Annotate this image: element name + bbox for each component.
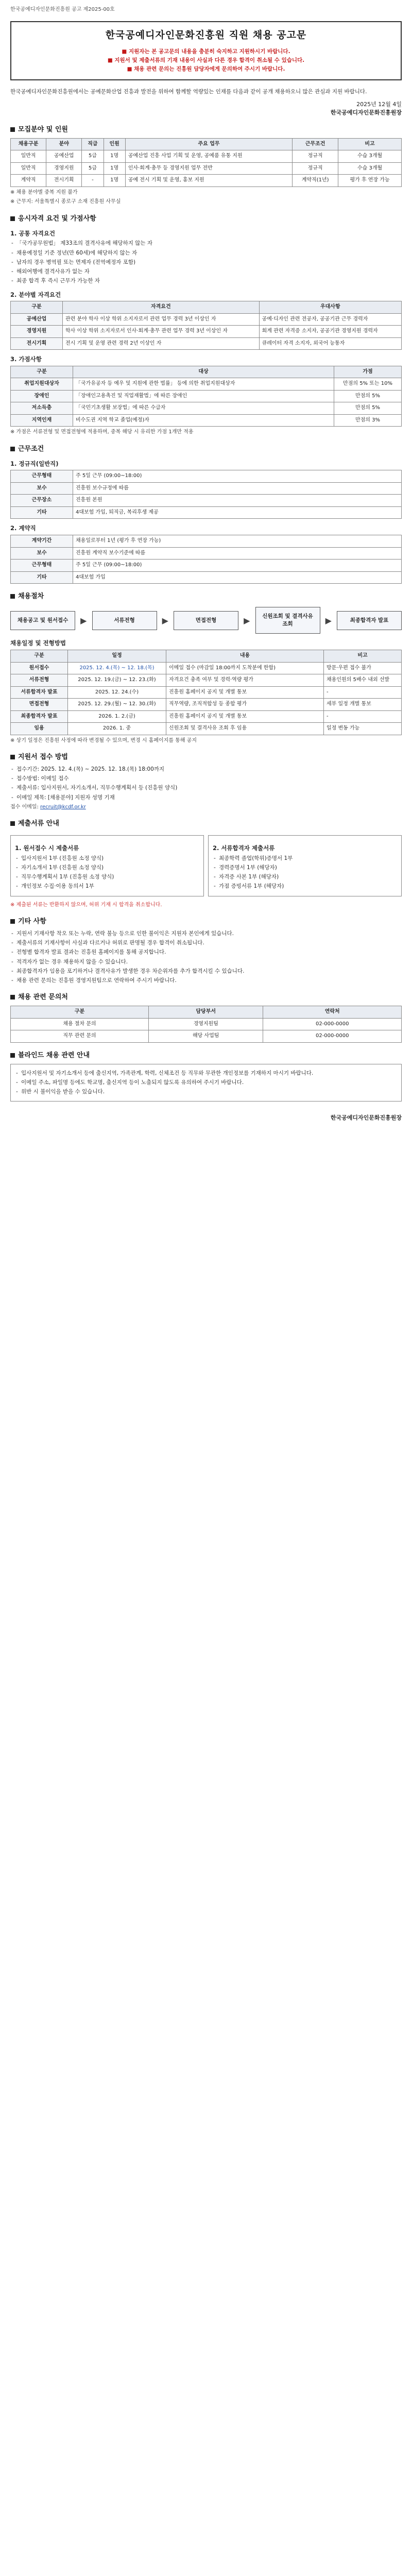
table-cell: 2025. 12. 4.(목) ~ 12. 18.(목) — [68, 662, 166, 674]
table-row — [11, 482, 402, 495]
table-row — [11, 175, 402, 187]
list-item: - 채용 관련 문의는 진흥원 경영지원팀으로 연락하여 주시기 바랍니다. — [10, 977, 402, 985]
table-row — [11, 313, 402, 326]
table-header: 인원 — [104, 138, 125, 150]
section-heading: 응시자격 요건 및 가점사항 — [10, 214, 402, 224]
table-row — [11, 150, 402, 163]
table-note: ※ 상기 일정은 진흥원 사정에 따라 변경될 수 있으며, 변경 시 홈페이지를 통해 공지 — [10, 737, 197, 743]
table-row — [11, 495, 402, 507]
table-cell: 보수 — [11, 547, 73, 560]
table-cell: 「국민기초생활 보장법」에 따른 수급자 — [73, 402, 334, 415]
table-cell: 2025. 12. 29.(월) ~ 12. 30.(화) — [68, 699, 166, 711]
table-cell: - — [324, 710, 402, 723]
table-cell: 만점의 5% — [334, 390, 402, 402]
schedule-table — [10, 650, 402, 735]
table-row — [11, 535, 402, 548]
table-cell: 근무형태 — [11, 470, 73, 483]
table-cell: 만점의 5% 또는 10% — [334, 378, 402, 391]
table-cell: 전시기획 — [46, 175, 82, 187]
table-row — [11, 470, 402, 483]
table-cell: 경영지원팀 — [149, 1018, 263, 1030]
document-number: 한국공예디자인문화진흥원 공고 제2025-00호 — [10, 7, 115, 12]
table-cell: 진흥원 홈페이지 공지 및 개별 통보 — [166, 686, 324, 699]
section-heading: 제출서류 안내 — [10, 819, 402, 829]
table-row — [11, 337, 402, 350]
table-cell: 주 5일 근무 (09:00~18:00) — [73, 470, 402, 483]
table-cell: 2025. 12. 19.(금) ~ 12. 23.(화) — [68, 674, 166, 687]
documents-box — [208, 835, 402, 896]
notice-line: ■ 채용 관련 문의는 진흥원 담당자에게 문의하여 주시기 바랍니다. — [127, 65, 285, 72]
table-row — [11, 686, 402, 699]
table-cell: 전시기획 — [11, 337, 63, 350]
list-item: - 제출서류의 기재사항이 사실과 다르거나 허위로 판명될 경우 합격이 취소됩니다. — [10, 939, 402, 947]
table-cell: 평가 후 연장 가능 — [338, 175, 402, 187]
list-item: - 채용예정일 기준 정년(만 60세)에 해당하지 않는 자 — [10, 249, 402, 257]
table-row — [11, 402, 402, 415]
section-heading: 채용 관련 문의처 — [10, 993, 402, 1003]
table-cell: 방문·우편 접수 불가 — [324, 662, 402, 674]
subsection-heading: 2. 분야별 자격요건 — [10, 291, 61, 298]
list-item: - 입사지원서 1부 (진흥원 소정 양식) — [15, 855, 199, 862]
arrow-right-icon: ▶ — [244, 615, 250, 625]
table-cell: 2026. 1. 2.(금) — [68, 710, 166, 723]
table-header: 가점 — [334, 366, 402, 378]
table-cell: 02-000-0000 — [263, 1018, 402, 1030]
square-bullet-icon — [10, 995, 15, 999]
list-item: - 접수기간: 2025. 12. 4.(목) ~ 2025. 12. 18.(목) 18:00까지 — [10, 766, 402, 773]
section-heading: 채용절차 — [10, 592, 402, 602]
flow-step: 면접전형 — [174, 611, 238, 630]
subsection-heading: 1. 원서접수 시 제출서류 — [15, 844, 79, 852]
table-cell: 일정 변동 가능 — [324, 723, 402, 735]
documents-columns — [10, 832, 402, 900]
table-row — [11, 710, 402, 723]
table-cell: 「국가유공자 등 예우 및 지원에 관한 법률」 등에 의한 취업지원대상자 — [73, 378, 334, 391]
table-cell: 1명 — [104, 175, 125, 187]
list-item: - 접수방법: 이메일 접수 — [10, 775, 402, 783]
table-row — [11, 571, 402, 584]
table-cell: 직무역량, 조직적합성 등 종합 평가 — [166, 699, 324, 711]
flow-step: 최종합격자 발표 — [337, 611, 402, 630]
table-cell: 채용 절차 문의 — [11, 1018, 149, 1030]
list-item: - 이메일 제목: [채용분야] 지원자 성명 기재 — [10, 794, 402, 802]
square-bullet-icon — [10, 919, 15, 924]
blind-hiring-box — [10, 1064, 402, 1102]
table-header: 비고 — [338, 138, 402, 150]
table-cell: 전시 기획 및 운영 관련 경력 2년 이상인 자 — [63, 337, 260, 350]
documents-list — [15, 855, 199, 891]
square-bullet-icon — [10, 216, 15, 221]
table-header: 비고 — [324, 650, 402, 663]
page-title: 한국공예디자인문화진흥원 직원 채용 공고문 — [105, 29, 307, 41]
list-item: - 「국가공무원법」 제33조의 결격사유에 해당하지 않는 자 — [10, 240, 402, 247]
table-cell: 진흥원 홈페이지 공지 및 개별 통보 — [166, 710, 324, 723]
table-header-row — [11, 1006, 402, 1019]
table-cell: 공예산업 — [46, 150, 82, 163]
notice-line: ■ 지원자는 본 공고문의 내용을 충분히 숙지하고 지원하시기 바랍니다. — [122, 48, 290, 55]
table-cell: 경영지원 — [11, 326, 63, 338]
table-row — [11, 390, 402, 402]
subsection-heading: 채용일정 및 전형방법 — [10, 639, 66, 647]
table-cell: 서류전형 — [11, 674, 68, 687]
table-row — [11, 414, 402, 427]
list-item: - 해외여행에 결격사유가 없는 자 — [10, 268, 402, 276]
table-row — [11, 378, 402, 391]
table-cell: 채용인원의 5배수 내외 선발 — [324, 674, 402, 687]
table-cell: 이메일 접수 (마감일 18:00까지 도착분에 한함) — [166, 662, 324, 674]
table-cell: - — [324, 686, 402, 699]
table-cell: 「장애인고용촉진 및 직업재활법」에 따른 장애인 — [73, 390, 334, 402]
table-cell: 일반직 — [11, 162, 46, 175]
table-cell: 공예산업 — [11, 313, 63, 326]
table-header: 구분 — [11, 366, 73, 378]
documents-note: ※ 제출된 서류는 반환하지 않으며, 허위 기재 시 합격을 취소합니다. — [10, 902, 162, 908]
table-cell: 계약직 — [11, 175, 46, 187]
table-header-row — [11, 138, 402, 150]
table-header: 우대사항 — [259, 301, 401, 314]
table-cell: 근무장소 — [11, 495, 73, 507]
notice-block — [16, 47, 396, 73]
table-cell: 2025. 12. 24.(수) — [68, 686, 166, 699]
misc-list — [10, 930, 402, 985]
field-requirements-table — [10, 301, 402, 350]
table-cell: 해당 사업팀 — [149, 1030, 263, 1043]
table-row — [11, 547, 402, 560]
table-cell: 공예산업 진흥 사업 기획 및 운영, 공예품 유통 지원 — [125, 150, 292, 163]
square-bullet-icon — [10, 594, 15, 599]
table-header: 분야 — [46, 138, 82, 150]
documents-box — [10, 835, 204, 896]
table-cell: 정규직 — [293, 150, 338, 163]
square-bullet-icon — [10, 1053, 15, 1058]
table-cell: - — [82, 175, 104, 187]
table-cell: 신원조회 및 결격사유 조회 후 임용 — [166, 723, 324, 735]
list-item: - 가점 증빙서류 1부 (해당자) — [213, 883, 397, 890]
flow-step: 신원조회 및 결격사유 조회 — [255, 607, 320, 634]
email-line — [10, 804, 402, 811]
footer-org: 한국공예디자인문화진흥원장 — [330, 1114, 402, 1122]
table-header: 대상 — [73, 366, 334, 378]
table-header: 담당부서 — [149, 1006, 263, 1019]
table-cell: 진흥원 계약직 보수기준에 따름 — [73, 547, 402, 560]
table-cell: 기타 — [11, 571, 73, 584]
table-cell: 장애인 — [11, 390, 73, 402]
flow-step: 서류전형 — [92, 611, 157, 630]
application-method-list — [10, 766, 402, 802]
title-box — [10, 21, 402, 81]
section-heading: 지원서 접수 방법 — [10, 753, 402, 762]
table-header: 내용 — [166, 650, 324, 663]
table-cell: 정규직 — [293, 162, 338, 175]
table-cell: 수습 3개월 — [338, 162, 402, 175]
table-cell: 채용일로부터 1년 (평가 후 연장 가능) — [73, 535, 402, 548]
blind-hiring-list — [15, 1070, 397, 1096]
list-item: - 자격증 사본 1부 (해당자) — [213, 873, 397, 881]
bonus-points-table — [10, 366, 402, 427]
subsection-heading: 2. 서류합격자 제출서류 — [213, 844, 275, 852]
table-cell: 직무 관련 문의 — [11, 1030, 149, 1043]
table-cell: 02-000-0000 — [263, 1030, 402, 1043]
table-cell: 보수 — [11, 482, 73, 495]
issue-date: 2025년 12월 4일 — [356, 101, 402, 108]
table-cell: 관련 분야 학사 이상 학위 소지자로서 관련 업무 경력 3년 이상인 자 — [63, 313, 260, 326]
table-cell: 계약직(1년) — [293, 175, 338, 187]
table-cell: 만점의 3% — [334, 414, 402, 427]
table-cell: 큐레이터 자격 소지자, 외국어 능통자 — [259, 337, 401, 350]
section-heading: 근무조건 — [10, 445, 402, 454]
table-cell: 기타 — [11, 506, 73, 519]
conditions-table-contract — [10, 535, 402, 584]
square-bullet-icon — [10, 447, 15, 451]
table-header: 주요 업무 — [125, 138, 292, 150]
common-requirements-list — [10, 240, 402, 285]
email-label: 접수 이메일: — [10, 804, 39, 810]
list-item: - 자기소개서 1부 (진흥원 소정 양식) — [15, 864, 199, 872]
table-header: 자격요건 — [63, 301, 260, 314]
section-heading: 기타 사항 — [10, 917, 402, 927]
table-cell: 면접전형 — [11, 699, 68, 711]
table-cell: 만점의 5% — [334, 402, 402, 415]
arrow-right-icon: ▶ — [80, 615, 87, 625]
table-cell: 수습 3개월 — [338, 150, 402, 163]
contact-table — [10, 1006, 402, 1043]
table-row — [11, 560, 402, 572]
list-item: - 제출서류: 입사지원서, 자기소개서, 직무수행계획서 등 (진흥원 양식) — [10, 784, 402, 792]
table-cell: 일반직 — [11, 150, 46, 163]
email-link[interactable]: recruit@kcdf.or.kr — [40, 804, 86, 810]
subsection-heading: 2. 계약직 — [10, 524, 36, 532]
recruit-table — [10, 138, 402, 187]
table-row — [11, 506, 402, 519]
table-cell: 경영지원 — [46, 162, 82, 175]
table-cell: 공예 전시 기획 및 운영, 홍보 지원 — [125, 175, 292, 187]
table-row — [11, 723, 402, 735]
subsection-heading: 1. 정규직(일반직) — [10, 460, 59, 467]
list-item: - 직무수행계획서 1부 (진흥원 소정 양식) — [15, 873, 199, 881]
notice-line: ■ 지원서 및 제출서류의 기재 내용이 사실과 다른 경우 합격이 취소될 수 있습니다. — [107, 57, 305, 63]
table-cell: 학사 이상 학위 소지자로서 인사·회계·총무 관련 업무 경력 3년 이상인 자 — [63, 326, 260, 338]
table-row — [11, 674, 402, 687]
table-header-row — [11, 366, 402, 378]
table-header: 직급 — [82, 138, 104, 150]
table-note: ※ 채용 분야별 중복 지원 불가 — [10, 189, 78, 195]
table-cell: 지역인재 — [11, 414, 73, 427]
table-row — [11, 326, 402, 338]
list-item: - 지원서 기재사항 착오 또는 누락, 연락 불능 등으로 인한 불이익은 지원자 본인에게 있습니다. — [10, 930, 402, 938]
table-cell: 자격요건 충족 여부 및 경력·역량 평가 — [166, 674, 324, 687]
arrow-right-icon: ▶ — [325, 615, 332, 625]
documents-list — [213, 855, 397, 891]
table-cell: 저소득층 — [11, 402, 73, 415]
square-bullet-icon — [10, 127, 15, 132]
table-cell: 최종합격자 발표 — [11, 710, 68, 723]
section-heading: 블라인드 채용 관련 안내 — [10, 1051, 402, 1061]
table-note: ※ 근무지: 서울특별시 종로구 소재 진흥원 사무실 — [10, 199, 121, 205]
table-cell: 비수도권 지역 학교 졸업(예정)자 — [73, 414, 334, 427]
table-cell: 취업지원대상자 — [11, 378, 73, 391]
table-row — [11, 662, 402, 674]
table-cell: 2026. 1. 중 — [68, 723, 166, 735]
table-cell: 공예·디자인 관련 전공자, 공공기관 근무 경력자 — [259, 313, 401, 326]
table-header: 연락처 — [263, 1006, 402, 1019]
table-header: 일정 — [68, 650, 166, 663]
issuer-block — [10, 100, 402, 117]
table-header: 구분 — [11, 1006, 149, 1019]
list-item: - 적격자가 없는 경우 채용하지 않을 수 있습니다. — [10, 958, 402, 966]
list-item: - 전형별 합격자 발표 결과는 진흥원 홈페이지를 통해 공지합니다. — [10, 948, 402, 956]
table-row — [11, 699, 402, 711]
table-header-row — [11, 650, 402, 663]
flow-step: 채용공고 및 원서접수 — [10, 611, 75, 630]
table-cell: 회계 관련 자격증 소지자, 공공기관 경영지원 경력자 — [259, 326, 401, 338]
table-row — [11, 1030, 402, 1043]
table-cell: 진흥원 보수규정에 따름 — [73, 482, 402, 495]
intro-paragraph: 한국공예디자인문화진흥원에서는 공예문화산업 진흥과 발전을 위하여 함께할 역량있는 인재를 다음과 같이 공개 채용하오니 많은 관심과 지원 바랍니다. — [10, 89, 367, 95]
list-item: - 최종합격자가 임용을 포기하거나 결격사유가 발생한 경우 차순위자를 추가 합격시킬 수 있습니다. — [10, 968, 402, 975]
table-cell: 4대보험 가입 — [73, 571, 402, 584]
table-cell: 주 5일 근무 (09:00~18:00) — [73, 560, 402, 572]
table-header: 구분 — [11, 650, 68, 663]
table-cell: 1명 — [104, 162, 125, 175]
table-cell: 서류합격자 발표 — [11, 686, 68, 699]
list-item: - 이메일 주소, 파일명 등에도 학교명, 출신지역 등이 노출되지 않도록 유의하여 주시기 바랍니다. — [15, 1079, 397, 1087]
square-bullet-icon — [10, 755, 15, 759]
list-item: - 입사지원서 및 자기소개서 등에 출신지역, 가족관계, 학력, 신체조건 등 직무와 무관한 개인정보를 기재하지 마시기 바랍니다. — [15, 1070, 397, 1077]
list-item: - 남자의 경우 병역필 또는 면제자 (전역예정자 포함) — [10, 259, 402, 266]
table-header-row — [11, 301, 402, 314]
table-cell: 근무형태 — [11, 560, 73, 572]
subsection-heading: 3. 가점사항 — [10, 355, 42, 363]
table-cell: 4대보험 가입, 퇴직금, 복리후생 제공 — [73, 506, 402, 519]
table-cell: 1명 — [104, 150, 125, 163]
table-note: ※ 가점은 서류전형 및 면접전형에 적용하며, 중복 해당 시 유리한 가점 1개만 적용 — [10, 429, 194, 435]
table-cell: 5급 — [82, 162, 104, 175]
list-item: - 최종학력 졸업(학위)증명서 1부 — [213, 855, 397, 862]
conditions-table-regular — [10, 470, 402, 519]
table-cell: 계약기간 — [11, 535, 73, 548]
table-cell: 인사·회계·총무 등 경영지원 업무 전반 — [125, 162, 292, 175]
footer-issuer — [10, 1114, 402, 1122]
list-item: - 위반 시 불이익을 받을 수 있습니다. — [15, 1088, 397, 1096]
table-cell: 진흥원 본원 — [73, 495, 402, 507]
process-flow — [10, 607, 402, 634]
table-cell: 세부 일정 개별 통보 — [324, 699, 402, 711]
table-cell: 5급 — [82, 150, 104, 163]
document-page — [10, 0, 402, 1140]
list-item: - 경력증명서 1부 (해당자) — [213, 864, 397, 872]
section-heading: 모집분야 및 인원 — [10, 125, 402, 135]
arrow-right-icon: ▶ — [162, 615, 168, 625]
subsection-heading: 1. 공통 자격요건 — [10, 229, 56, 237]
issuer-org: 한국공예디자인문화진흥원장 — [330, 109, 402, 116]
table-row — [11, 1018, 402, 1030]
table-header: 근무조건 — [293, 138, 338, 150]
list-item: - 개인정보 수집·이용 동의서 1부 — [15, 883, 199, 890]
table-header: 구분 — [11, 301, 63, 314]
square-bullet-icon — [10, 821, 15, 826]
table-cell: 원서접수 — [11, 662, 68, 674]
table-cell: 임용 — [11, 723, 68, 735]
list-item: - 최종 합격 후 즉시 근무가 가능한 자 — [10, 277, 402, 285]
table-row — [11, 162, 402, 175]
table-header: 채용구분 — [11, 138, 46, 150]
